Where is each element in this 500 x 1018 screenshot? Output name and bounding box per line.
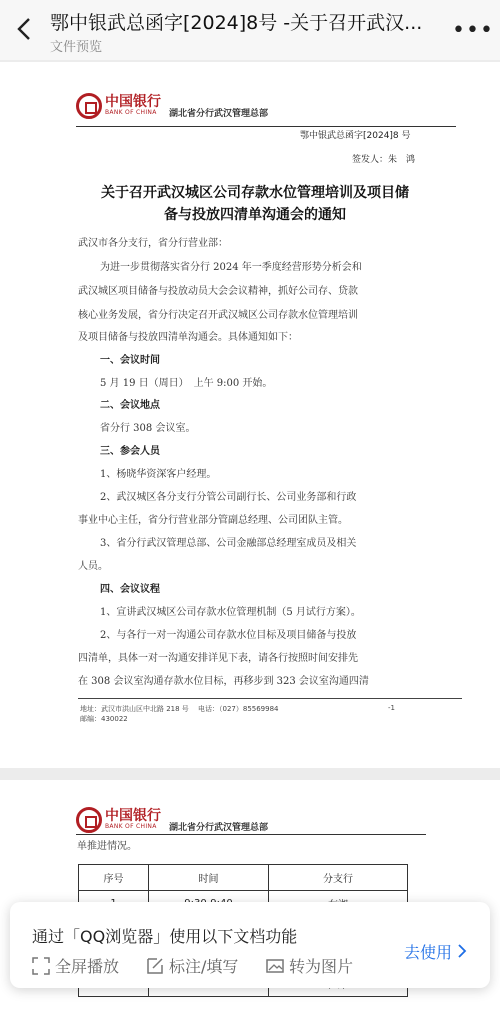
department-name: 湖北省分行武汉管理总部 bbox=[169, 109, 269, 119]
section-heading: 三、参会人员 bbox=[100, 446, 160, 457]
footer-tel: 电话：（027）85569984 bbox=[198, 705, 279, 713]
attendee-line: 人员。 bbox=[78, 561, 108, 572]
prompt-text: 通过「QQ浏览器」使用以下文档功能 bbox=[32, 927, 298, 946]
more-options-icon[interactable]: ••• bbox=[452, 18, 494, 43]
footer-address: 地址：武汉市洪山区中北路 218 号 bbox=[80, 705, 189, 713]
bank-emblem-icon bbox=[76, 93, 102, 119]
bank-name-cn: 中国银行 bbox=[105, 94, 161, 110]
fullscreen-label: 全屏播放 bbox=[55, 957, 120, 976]
to-image-label: 转为图片 bbox=[289, 957, 354, 976]
bank-name-cn: 中国银行 bbox=[105, 808, 161, 824]
qq-browser-prompt[interactable] bbox=[10, 902, 490, 988]
bank-emblem-icon bbox=[76, 807, 102, 833]
paragraph-line: 为进一步贯彻落实省分行 2024 年一季度经营形势分析会和 bbox=[100, 262, 362, 273]
document-page-1 bbox=[0, 62, 500, 768]
agenda-line: 1、宣讲武汉城区公司存款水位管理机制（5 月试行方案）。 bbox=[100, 607, 361, 618]
meeting-time: 5 月 19 日（周日） 上午 9:00 开始。 bbox=[100, 378, 273, 389]
annotate-label: 标注/填写 bbox=[169, 957, 239, 976]
bank-name-en: BANK OF CHINA bbox=[105, 823, 157, 830]
fullscreen-icon bbox=[32, 957, 50, 975]
annotate-feature[interactable] bbox=[146, 954, 238, 977]
header-cell: 时间 bbox=[149, 865, 269, 891]
meeting-place: 省分行 308 会议室。 bbox=[100, 423, 196, 434]
continuation-text: 单推进情况。 bbox=[77, 841, 137, 852]
attendee-line: 2、武汉城区各分支行分管公司副行长、公司业务部和行政 bbox=[100, 492, 357, 503]
page-number: -1 bbox=[388, 704, 395, 712]
top-bar bbox=[0, 0, 500, 60]
paragraph-line: 及项目储备与投放四清单沟通会。具体通知如下： bbox=[78, 332, 298, 343]
header-rule bbox=[76, 126, 456, 127]
back-arrow-icon[interactable] bbox=[12, 16, 38, 42]
bank-logo bbox=[76, 92, 268, 119]
document-title: 鄂中银武总函字[2024]8号 -关于召开武汉... bbox=[50, 12, 423, 34]
go-use-button[interactable] bbox=[404, 940, 467, 963]
paragraph-line: 核心业务发展，省分行决定召开武汉城区公司存款水位管理培训 bbox=[78, 310, 358, 321]
agenda-line: 2、与各行一对一沟通公司存款水位目标及项目储备与投放 bbox=[100, 630, 357, 641]
header-rule bbox=[76, 834, 426, 835]
footer-rule bbox=[78, 698, 462, 699]
section-heading: 四、会议议程 bbox=[100, 584, 160, 595]
footer-zip: 邮编：430022 bbox=[80, 715, 128, 723]
edit-icon bbox=[146, 957, 164, 975]
chevron-right-icon bbox=[457, 943, 467, 962]
document-number: 鄂中银武总函字[2024]8 号 bbox=[300, 131, 411, 141]
section-heading: 二、会议地点 bbox=[100, 400, 160, 411]
bank-name-en: BANK OF CHINA bbox=[105, 109, 157, 116]
agenda-line: 在 308 会议室沟通存款水位目标，再移步到 323 会议室沟通四清 bbox=[78, 676, 369, 687]
attendee-line: 1、杨晓华资深客户经理。 bbox=[100, 469, 217, 480]
header-cell: 分支行 bbox=[269, 865, 408, 891]
fullscreen-feature[interactable] bbox=[32, 954, 119, 977]
bank-logo bbox=[76, 806, 268, 833]
document-preview-label: 文件预览 bbox=[50, 40, 103, 55]
paragraph-line: 武汉城区项目储备与投放动员大会会议精神，抓好公司存、贷款 bbox=[78, 286, 358, 297]
header-cell: 序号 bbox=[79, 865, 149, 891]
section-heading: 一、会议时间 bbox=[100, 355, 160, 366]
table-header-row bbox=[79, 865, 408, 891]
attendee-line: 3、省分行武汉管理总部、公司金融部总经理室成员及相关 bbox=[100, 538, 357, 549]
department-name: 湖北省分行武汉管理总部 bbox=[169, 823, 269, 833]
image-icon bbox=[266, 957, 284, 975]
addressee: 武汉市各分支行，省分行营业部： bbox=[78, 238, 228, 249]
issuer: 签发人：朱 鸿 bbox=[352, 155, 416, 165]
notice-title: 关于召开武汉城区公司存款水位管理培训及项目储 备与投放四清单沟通会的通知 bbox=[101, 185, 409, 223]
agenda-line: 四清单，具体一对一沟通安排详见下表，请各行按照时间安排先 bbox=[78, 653, 358, 664]
attendee-line: 事业中心主任，省分行营业部分管副总经理、公司团队主管。 bbox=[78, 515, 348, 526]
to-image-feature[interactable] bbox=[266, 954, 353, 977]
go-use-label: 去使用 bbox=[404, 943, 453, 962]
